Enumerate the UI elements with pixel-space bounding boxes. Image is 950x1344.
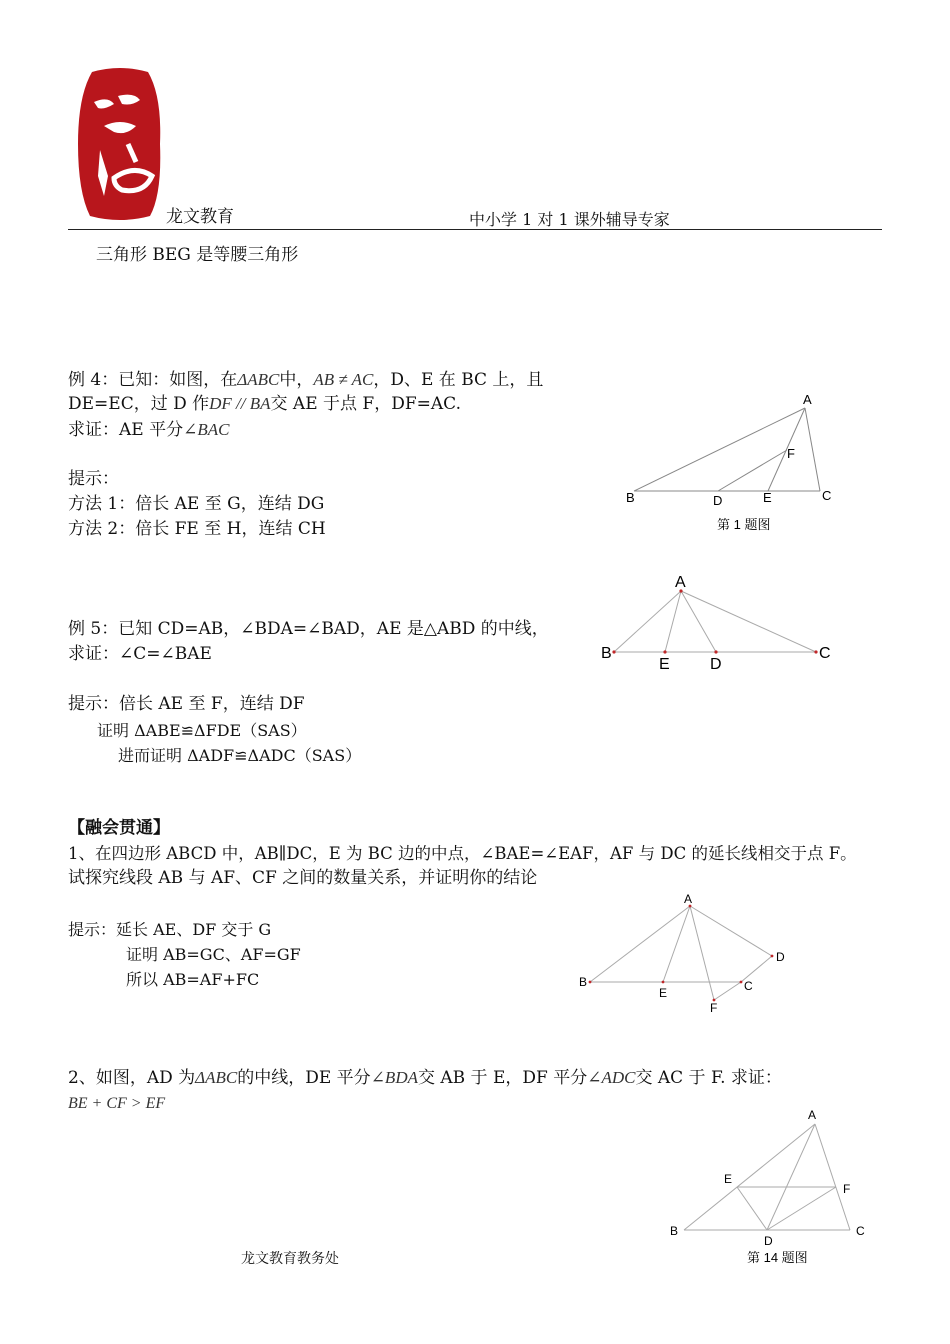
point-C <box>814 650 817 653</box>
segment-AD <box>767 1124 815 1230</box>
q1-hint3: 所以 AB=AF+FC <box>126 970 260 989</box>
logo-seal-icon <box>74 66 166 222</box>
point-B <box>612 650 615 653</box>
q2-text: 交 AC 于 F. 求证： <box>635 1068 782 1088</box>
label-A: A <box>675 574 686 591</box>
ex4-text: 交 AE 于点 F，DF=AC. <box>270 394 461 414</box>
point-E <box>662 981 665 984</box>
ex5-line1: 例 5：已知 CD=AB，∠BDA=∠BAD，AE 是△ABD 的中线， <box>68 619 549 639</box>
q2-triangle: ΔABC <box>195 1068 238 1087</box>
segment-AB <box>590 906 690 982</box>
segment-AF <box>690 906 714 1000</box>
ex5-figure <box>595 570 840 675</box>
ex4-line2 <box>68 391 461 417</box>
point-E <box>663 650 666 653</box>
label-E: E <box>763 490 772 505</box>
ex4-text: DE=EC，过 D 作 <box>68 394 210 414</box>
q2-line1 <box>68 1065 782 1091</box>
label-C: C <box>856 1224 865 1238</box>
header-divider <box>68 229 882 230</box>
label-D: D <box>710 656 722 673</box>
segment-AD <box>681 591 716 652</box>
q1-line1: 1、在四边形 ABCD 中，AB∥DC，E 为 BC 边的中点，∠BAE=∠EAF，AF 与 DC 的延长线相交于点 F。 <box>68 844 857 863</box>
section-title: 【融会贯通】 <box>68 818 170 838</box>
ex4-triangle: ΔABC <box>237 370 280 389</box>
label-F: F <box>710 1001 718 1015</box>
point-D <box>714 650 717 653</box>
label-B: B <box>579 975 588 989</box>
point-C <box>740 981 743 984</box>
label-F: F <box>787 446 795 461</box>
label-A: A <box>684 892 693 906</box>
q1-hint2: 证明 AB=GC、AF=GF <box>126 945 301 964</box>
q2-figure <box>660 1100 875 1270</box>
q2-line2: BE + CF > EF <box>68 1095 166 1112</box>
q2-text: 的中线，DE 平分 <box>237 1068 371 1088</box>
label-E: E <box>659 986 668 1000</box>
ex5-proof1: 证明 ΔABE≌ΔFDE（SAS） <box>97 721 307 740</box>
header-org: 龙文教育 <box>166 207 234 227</box>
segment-AD <box>690 906 772 956</box>
label-C: C <box>744 979 753 993</box>
label-D: D <box>776 950 785 964</box>
segment-AE <box>665 591 681 652</box>
label-B: B <box>670 1224 679 1238</box>
point-D <box>771 955 774 958</box>
label-B: B <box>601 645 612 662</box>
q2-text: 交 AB 于 E，DF 平分 <box>417 1068 588 1088</box>
ex4-hint-title: 提示： <box>68 469 119 489</box>
point-B <box>589 981 592 984</box>
q1-line2: 试探究线段 AB 与 AF、CF 之间的数量关系，并证明你的结论 <box>68 868 538 888</box>
footer-text: 龙文教育教务处 <box>241 1251 339 1267</box>
q1-hint1: 提示：延长 AE、DF 交于 G <box>68 920 272 939</box>
label-E: E <box>724 1172 733 1186</box>
q2-text: 2、如图，AD 为 <box>68 1068 196 1088</box>
segment-AC <box>681 591 816 652</box>
ex4-method2: 方法 2：倍长 FE 至 H，连结 CH <box>68 519 326 539</box>
label-D: D <box>713 493 723 508</box>
ex5-hint: 提示：倍长 AE 至 F，连结 DF <box>68 694 305 714</box>
segment-AB <box>614 591 681 652</box>
q1-figure <box>575 888 800 1018</box>
segment-DF <box>767 1187 836 1230</box>
label-C: C <box>819 645 831 662</box>
label-B: B <box>626 490 635 505</box>
ex4-figure <box>615 388 845 538</box>
segment-AC <box>815 1124 850 1230</box>
logo <box>74 66 166 222</box>
header-tagline: 中小学 1 对 1 课外辅导专家 <box>469 210 670 229</box>
ex4-text: 例 4：已知：如图，在 <box>68 370 238 390</box>
ex5-line2: 求证：∠C=∠BAE <box>68 644 212 664</box>
ex5-proof2: 进而证明 ΔADF≌ΔADC（SAS） <box>118 746 362 765</box>
segment-AB <box>684 1124 815 1230</box>
figure-caption: 第 1 题图 <box>717 517 771 532</box>
ex4-neq: AB ≠ AC <box>313 370 374 389</box>
label-E: E <box>659 656 670 673</box>
q2-angle-bda: ∠BDA <box>370 1068 418 1087</box>
prev-conclusion: 三角形 BEG 是等腰三角形 <box>96 245 299 265</box>
segment-CF <box>714 982 741 1000</box>
ex4-text: 求证：AE 平分 <box>68 420 184 440</box>
segment-DE <box>737 1187 767 1230</box>
label-C: C <box>822 488 832 503</box>
figure-caption: 第 14 题图 <box>747 1250 808 1265</box>
segment-AE <box>663 906 690 982</box>
ex4-line1 <box>68 367 543 393</box>
ex4-angle: ∠BAC <box>183 420 230 439</box>
ex4-text: ，D、E 在 BC 上，且 <box>373 370 544 390</box>
ex4-line3 <box>68 417 229 443</box>
ex4-method1: 方法 1：倍长 AE 至 G，连结 DG <box>68 494 325 514</box>
segment-AC <box>805 408 820 491</box>
segment-AB <box>634 408 805 491</box>
label-D: D <box>764 1234 773 1248</box>
ex4-parallel: DF // BA <box>209 394 271 413</box>
ex4-text: 中， <box>279 370 314 390</box>
label-A: A <box>808 1108 817 1122</box>
label-F: F <box>843 1182 851 1196</box>
q2-angle-adc: ∠ADC <box>587 1068 636 1087</box>
label-A: A <box>803 392 812 407</box>
